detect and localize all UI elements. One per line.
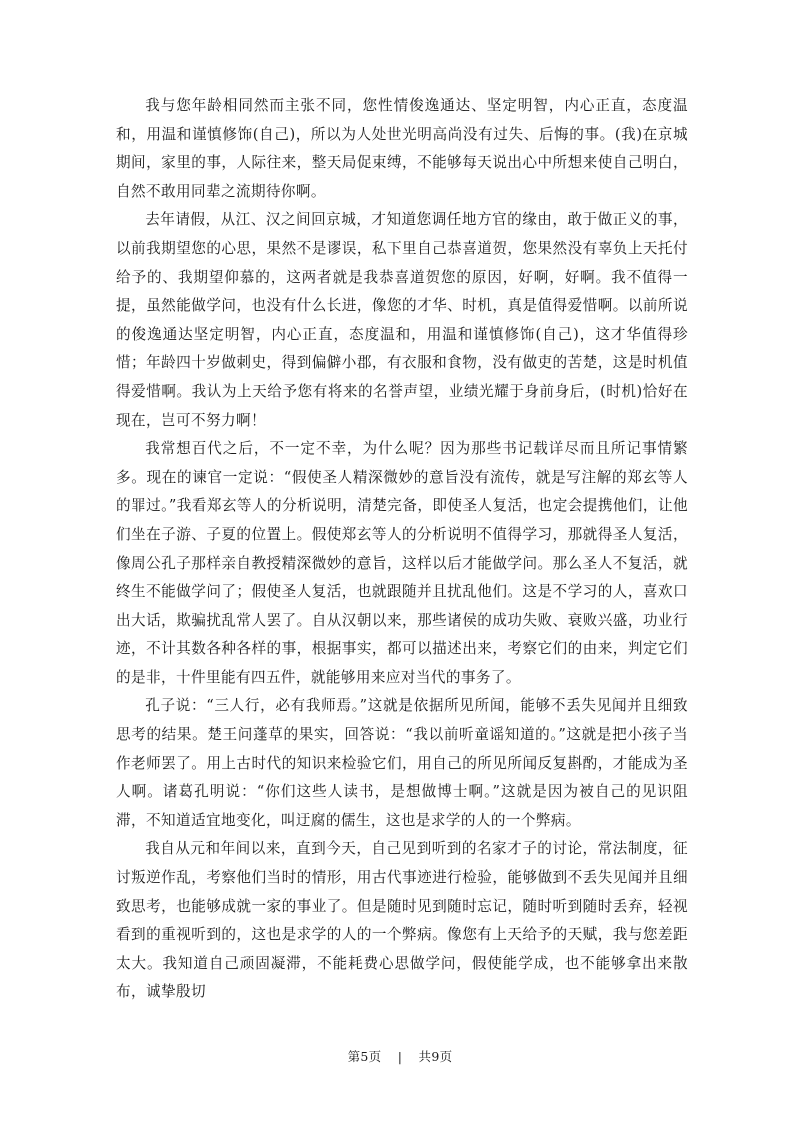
current-page-number: 第5页: [347, 1049, 382, 1064]
page-separator: |: [397, 1049, 403, 1064]
paragraph: 我自从元和年间以来，直到今天，自己见到听到的名家才子的讨论，常法制度，征讨叛逆作乱，考察他们当时的情形，用古代事迹进行检验，能够做到不丢失见闻并且细致思考，也能够成就一家的事业了。但是随时见到随时忘记，随时听到随时丢弃，轻视看到的重视听到的，这也是求学的人的一个弊病。像您有上天给予的天赋，我与您差距太大。我知道自己顽固凝滞，不能耗费心思做学问，假使能学成，也不能够拿出来散布，诚挚殷切: [116, 840, 688, 1001]
document-body: [116, 92, 688, 1007]
paragraph: 我与您年龄相同然而主张不同，您性情俊逸通达、坚定明智，内心正直，态度温和，用温和谨慎修饰(自己)，所以为人处世光明高尚没有过失、后悔的事。(我)在京城期间，家里的事，人际往来，整天局促束缚，不能够每天说出心中所想来使自己明白，自然不敢用同辈之流期待你啊。: [116, 97, 688, 200]
paragraph: 孔子说：“三人行，必有我师焉。”这就是依据所见所闻，能够不丢失见闻并且细致思考的结果。楚王问蓬草的果实，回答说：“我以前听童谣知道的。”这就是把小孩子当作老师罢了。用上古时代的知识来检验它们，用自己的所见所闻反复斟酌，才能成为圣人啊。诸葛孔明说：“你们这些人读书，是想做博士啊。”这就是因为被自己的见识阻滞，不知道适宜地变化，叫迂腐的儒生，这也是求学的人的一个弊病。: [116, 697, 688, 829]
paragraph: 去年请假，从江、汉之间回京城，才知道您调任地方官的缘由，敢于做正义的事，以前我期望您的心思，果然不是谬误，私下里自己恭喜道贺，您果然没有辜负上天托付给予的、我期望仰慕的，这两者就是我恭喜道贺您的原因，好啊，好啊。我不值得一提，虽然能做学问，也没有什么长进，像您的才华、时机，真是值得爱惜啊。以前所说的俊逸通达坚定明智，内心正直，态度温和，用温和谨慎修饰(自己)，这才华值得珍惜；年龄四十岁做刺史，得到偏僻小郡，有衣服和食物，没有做吏的苦楚，这是时机值得爱惜啊。我认为上天给予您有将来的名誉声望，业绩光耀于身前身后，(时机)恰好在现在，岂可不努力啊！: [116, 211, 688, 429]
total-pages: 共9页: [418, 1049, 453, 1064]
page-footer: [0, 1047, 800, 1065]
paragraph: 我常想百代之后，不一定不幸，为什么呢？因为那些书记载详尽而且所记事情繁多。现在的谏官一定说：“假使圣人精深微妙的意旨没有流传，就是写注解的郑玄等人的罪过。”我看郑玄等人的分析说明，清楚完备，即使圣人复活，也定会提携他们，让他们坐在子游、子夏的位置上。假使郑玄等人的分析说明不值得学习，那就得圣人复活，像周公孔子那样亲自教授精深微妙的意旨，这样以后才能做学问。那么圣人不复活，就终生不能做学问了；假使圣人复活，也就跟随并且扰乱他们。这是不学习的人，喜欢口出大话，欺骗扰乱常人罢了。自从汉朝以来，那些诸侯的成功失败、衰败兴盛，功业行迹，不计其数各种各样的事，根据事实，都可以描述出来，考察它们的由来，判定它们的是非，十件里能有四五件，就能够用来应对当代的事务了。: [116, 440, 688, 686]
